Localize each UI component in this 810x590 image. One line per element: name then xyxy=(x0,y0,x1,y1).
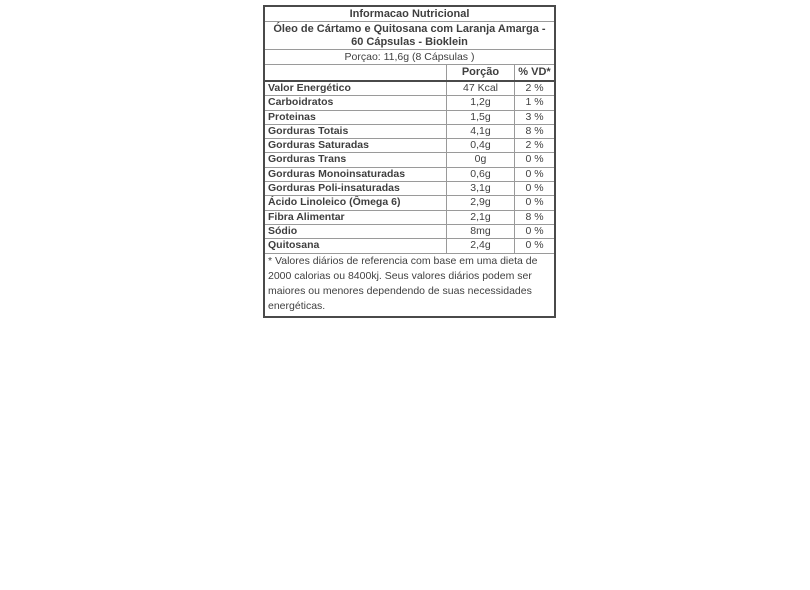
table-row xyxy=(265,182,554,196)
product-name: Óleo de Cártamo e Quitosana com Laranja Amarga - 60 Cápsulas - Bioklein xyxy=(265,22,554,50)
nutrient-daily-value: 3 % xyxy=(514,111,554,124)
nutrient-amount: 8mg xyxy=(446,225,514,238)
nutrient-amount: 2,4g xyxy=(446,239,514,252)
nutrient-daily-value: 0 % xyxy=(514,182,554,195)
nutrient-name: Valor Energético xyxy=(268,82,351,94)
nutrient-name: Ácido Linoleico (Ômega 6) xyxy=(268,196,401,209)
nutrient-amount: 0,4g xyxy=(446,139,514,152)
nutrient-name: Carboidratos xyxy=(268,96,334,109)
nutrient-amount: 0,6g xyxy=(446,168,514,181)
nutrient-name: Sódio xyxy=(268,224,298,237)
nutrient-name: Gorduras Trans xyxy=(268,153,347,166)
nutrient-daily-value: 0 % xyxy=(514,196,554,209)
nutrient-daily-value: 2 % xyxy=(514,82,554,95)
table-row xyxy=(265,96,554,110)
nutrition-facts-table xyxy=(263,5,556,318)
nutrient-amount: 2,1g xyxy=(446,211,514,224)
table-row xyxy=(265,196,554,210)
nutrient-daily-value: 1 % xyxy=(514,96,554,109)
nutrient-name: Gorduras Saturadas xyxy=(268,139,369,152)
nutrient-amount: 1,2g xyxy=(446,96,514,109)
table-row xyxy=(265,82,554,96)
nutrient-daily-value: 0 % xyxy=(514,225,554,238)
nutrient-amount: 4,1g xyxy=(446,125,514,138)
nutrient-amount: 3,1g xyxy=(446,182,514,195)
footnote: * Valores diários de referencia com base em uma dieta de 2000 calorias ou 8400kj. Seus valores diários podem ser maiores ou menores dependendo de suas necessidades energéticas. xyxy=(268,254,538,312)
nutrient-amount: 2,9g xyxy=(446,196,514,209)
nutrient-daily-value: 0 % xyxy=(514,153,554,166)
nutrient-daily-value: 0 % xyxy=(514,168,554,181)
table-row xyxy=(265,225,554,239)
serving-size: Porçao: 11,6g (8 Cápsulas ) xyxy=(265,50,554,65)
nutrient-daily-value: 2 % xyxy=(514,139,554,152)
table-title: Informacao Nutricional xyxy=(265,7,554,22)
nutrient-daily-value: 0 % xyxy=(514,239,554,252)
table-body xyxy=(265,82,554,254)
table-row xyxy=(265,111,554,125)
table-row xyxy=(265,139,554,153)
table-row xyxy=(265,153,554,167)
nutrient-daily-value: 8 % xyxy=(514,125,554,138)
nutrient-name: Gorduras Monoinsaturadas xyxy=(268,167,406,180)
column-header-row xyxy=(265,65,554,82)
table-row xyxy=(265,239,554,253)
nutrient-amount: 47 Kcal xyxy=(446,82,514,95)
table-row xyxy=(265,168,554,182)
table-row xyxy=(265,211,554,225)
nutrient-name: Gorduras Totais xyxy=(268,124,349,137)
nutrient-daily-value: 8 % xyxy=(514,211,554,224)
nutrient-name: Fibra Alimentar xyxy=(268,210,345,223)
column-header-empty xyxy=(265,65,446,80)
column-header-porcao: Porção xyxy=(446,65,514,80)
nutrient-name: Gorduras Poli-insaturadas xyxy=(268,182,400,195)
nutrient-amount: 0g xyxy=(446,153,514,166)
nutrient-name: Proteinas xyxy=(268,110,316,123)
column-header-vd: % VD* xyxy=(514,65,554,80)
nutrient-amount: 1,5g xyxy=(446,111,514,124)
nutrient-name: Quitosana xyxy=(268,239,320,252)
table-row xyxy=(265,125,554,139)
